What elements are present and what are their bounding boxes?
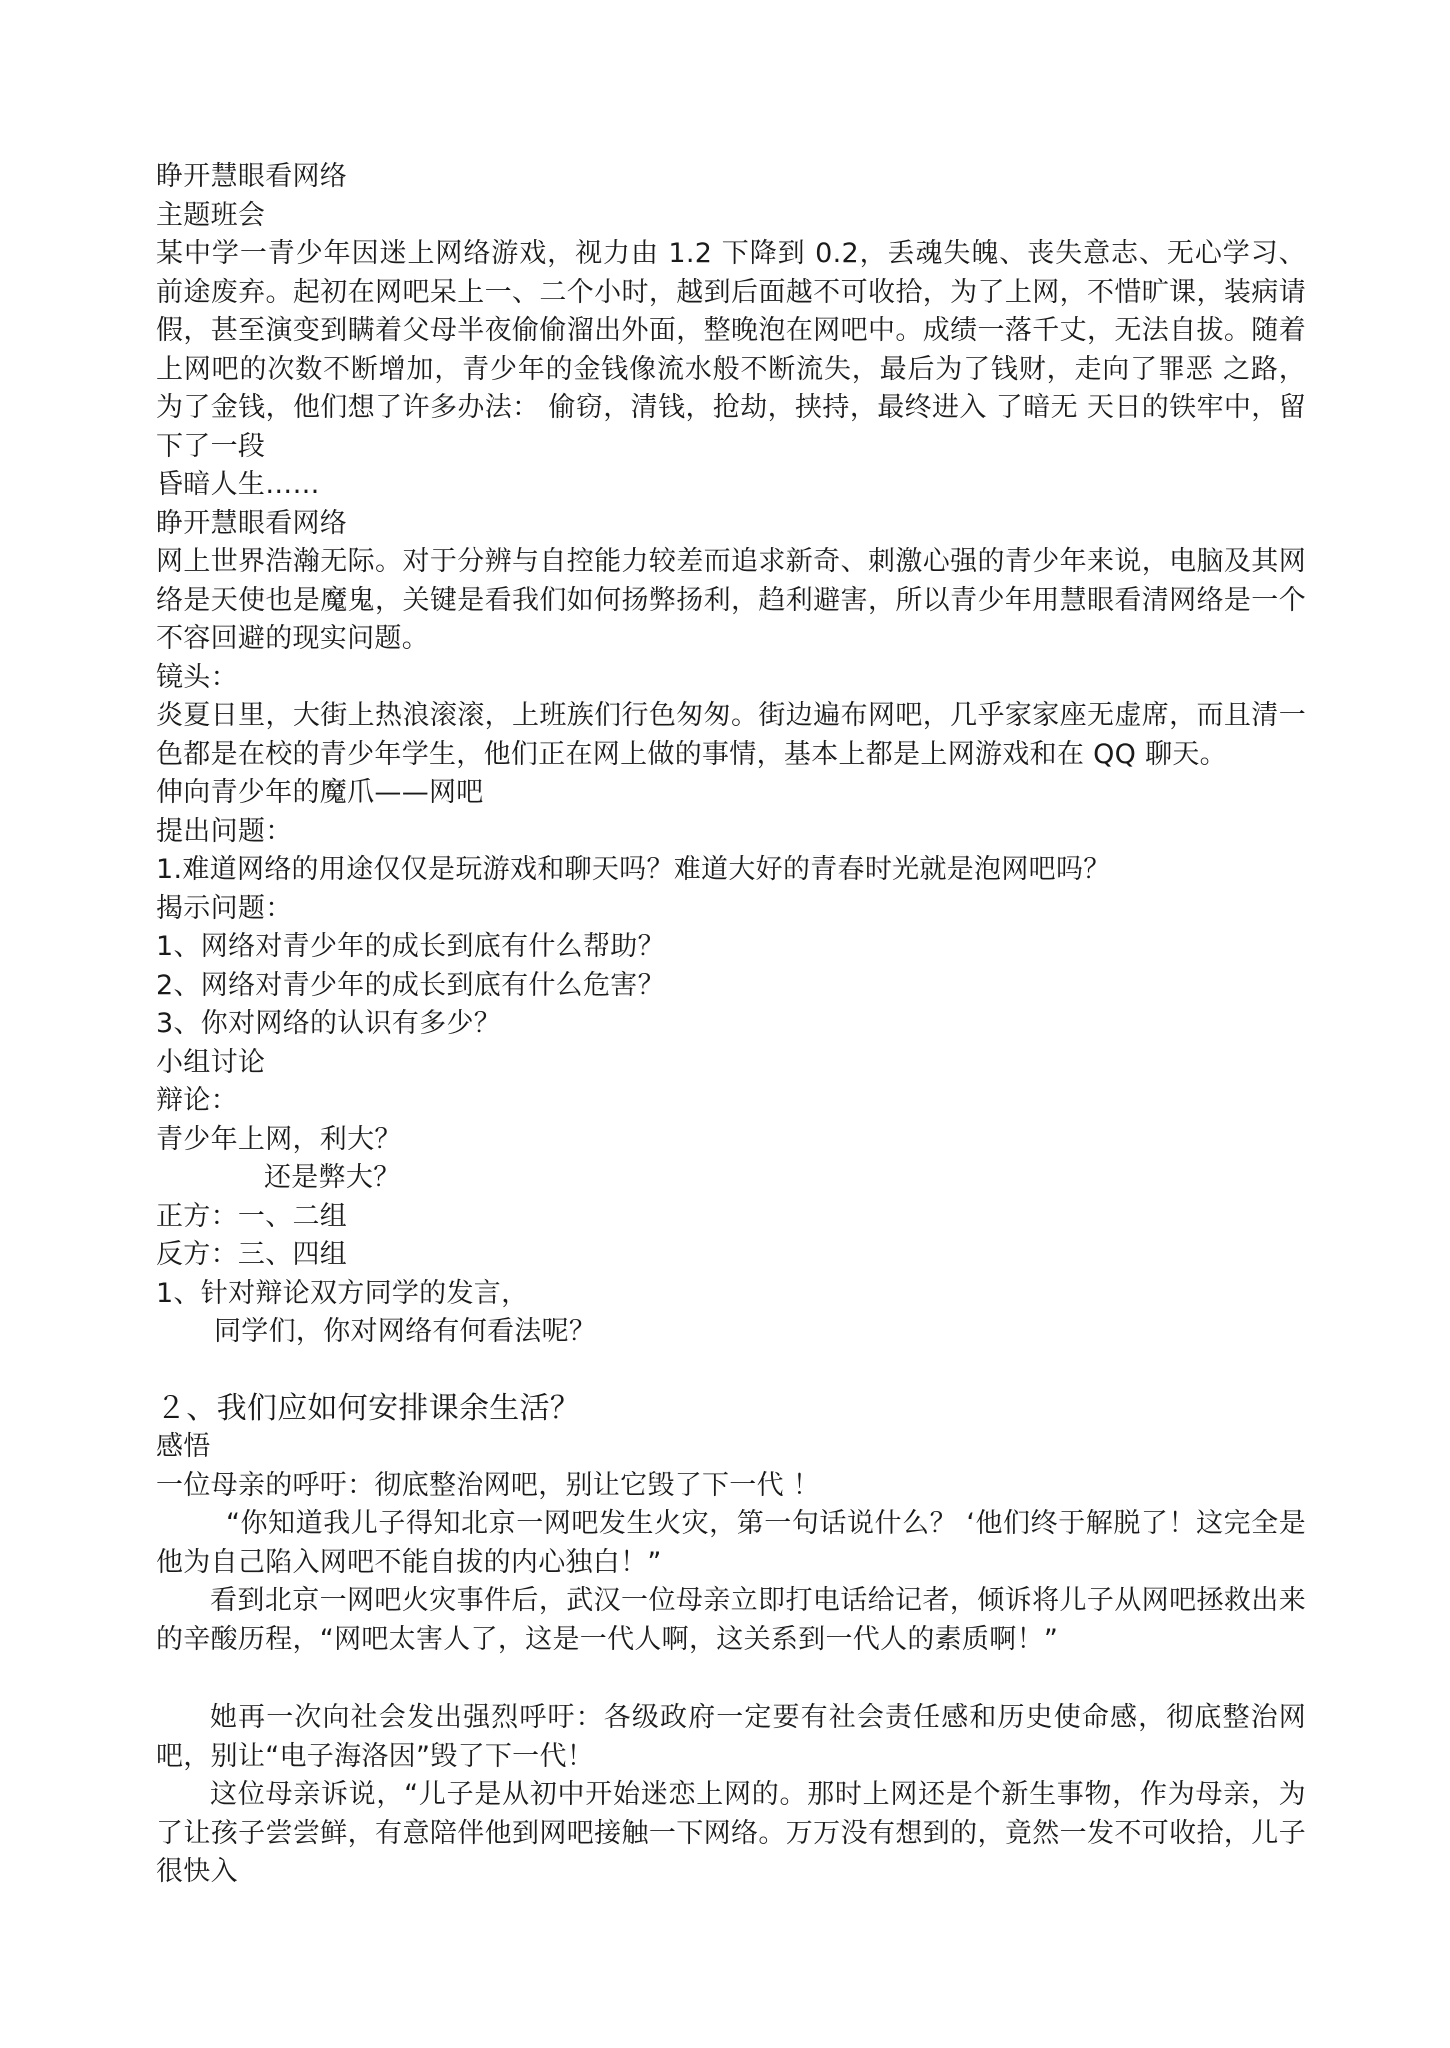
document-body — [156, 158, 1306, 1892]
intro-paragraph-1: 某中学一青少年因迷上网络游戏，视力由 1.2 下降到 0.2，丢魂失魄、丧失意志、无心学习、前途废弃。起初在网吧呆上一、二个小时，越到后面越不可收拾，为了上网，不惜旷课，装病请假，甚至演变到瞒着父母半夜偷偷溜出外面，整晚泡在网吧中。成绩一落千丈，无法自拔。随着上网吧的次数不断增加，青少年的金钱像流水般不断流失，最后为了钱财，走向了罪恶 之路，为了金钱，他们想了许多办法： 偷窃，清钱，抢劫，挟持，最终进入 了暗无 天日的铁牢中，留下了一段 — [156, 238, 1306, 462]
reveal-question-1: 1、网络对青少年的成长到底有什么帮助？ — [156, 931, 665, 962]
debate-label: 辩论： — [156, 1085, 238, 1116]
intro-paragraph-1-end: 昏暗人生…… — [156, 469, 320, 500]
raise-question-label: 提出问题： — [156, 815, 293, 847]
mother-story-paragraph: 这位母亲诉说，“儿子是从初中开始迷恋上网的。那时上网还是个新生事物，作为母亲，为了让孩子尝尝鲜，有意陪伴他到网吧接触一下网络。万万没有想到的，竟然一发不可收拾，儿子很快入 — [156, 1779, 1306, 1887]
con-side: 反方：三、四组 — [156, 1239, 348, 1270]
quote-paragraph: “你知道我儿子得知北京一网吧发生火灾，第一句话说什么？ ‘他们终于解脱了！这完全是他为自己陷入网吧不能自拔的内心独白！” — [156, 1508, 1306, 1578]
reveal-question-2: 2、网络对青少年的成长到底有什么危害？ — [156, 969, 665, 1001]
appeal-again-paragraph: 她再一次向社会发出强烈呼吁：各级政府一定要有社会责任感和历史使命感，彻底整治网吧，别让“电子海洛因”毁了下一代！ — [156, 1702, 1306, 1772]
doc-title: 睁开慧眼看网络 — [156, 161, 348, 192]
item-2: ２、我们应如何安排课余生活？ — [156, 1390, 581, 1426]
spacer-2 — [156, 1659, 1306, 1699]
claw-title: 伸向青少年的魔爪——网吧 — [156, 777, 484, 808]
pro-side: 正方：一、二组 — [156, 1200, 348, 1232]
raise-question-1: 1.难道网络的用途仅仅是玩游戏和聊天吗？难道大好的青春时光就是泡网吧吗？ — [156, 854, 1111, 885]
debate-question-2: 还是弊大？ — [264, 1162, 401, 1193]
group-discussion: 小组讨论 — [156, 1046, 266, 1078]
item-1-b: 同学们，你对网络有何看法呢？ — [214, 1316, 597, 1347]
appeal-title: 一位母亲的呼吁：彻底整治网吧，别让它毁了下一代 ！ — [156, 1469, 821, 1501]
insight-label: 感悟 — [156, 1431, 211, 1462]
section-heading: 睁开慧眼看网络 — [156, 507, 348, 539]
item-1-a: 1、针对辩论双方同学的发言， — [156, 1277, 529, 1309]
after-fire-paragraph: 看到北京一网吧火灾事件后，武汉一位母亲立即打电话给记者，倾诉将儿子从网吧拯救出来的辛酸历程，“网吧太害人了，这是一代人啊，这关系到一代人的素质啊！” — [156, 1585, 1306, 1655]
doc-subtitle: 主题班会 — [156, 199, 266, 231]
lens-label: 镜头： — [156, 661, 238, 693]
debate-question-1: 青少年上网，利大？ — [156, 1123, 402, 1155]
reveal-question-label: 揭示问题： — [156, 892, 293, 924]
lens-paragraph: 炎夏日里，大街上热浪滚滚，上班族们行色匆匆。街边遍布网吧，几乎家家座无虚席，而且清一色都是在校的青少年学生，他们正在网上做的事情，基本上都是上网游戏和在 QQ 聊天。 — [156, 700, 1306, 770]
spacer — [156, 1352, 1306, 1390]
intro-paragraph-2: 网上世界浩瀚无际。对于分辨与自控能力较差而追求新奇、刺激心强的青少年来说，电脑及其网络是天使也是魔鬼，关键是看我们如何扬弊扬利，趋利避害，所以青少年用慧眼看清网络是一个不容回避的现实问题。 — [156, 546, 1306, 654]
reveal-question-3: 3、你对网络的认识有多少？ — [156, 1008, 502, 1039]
